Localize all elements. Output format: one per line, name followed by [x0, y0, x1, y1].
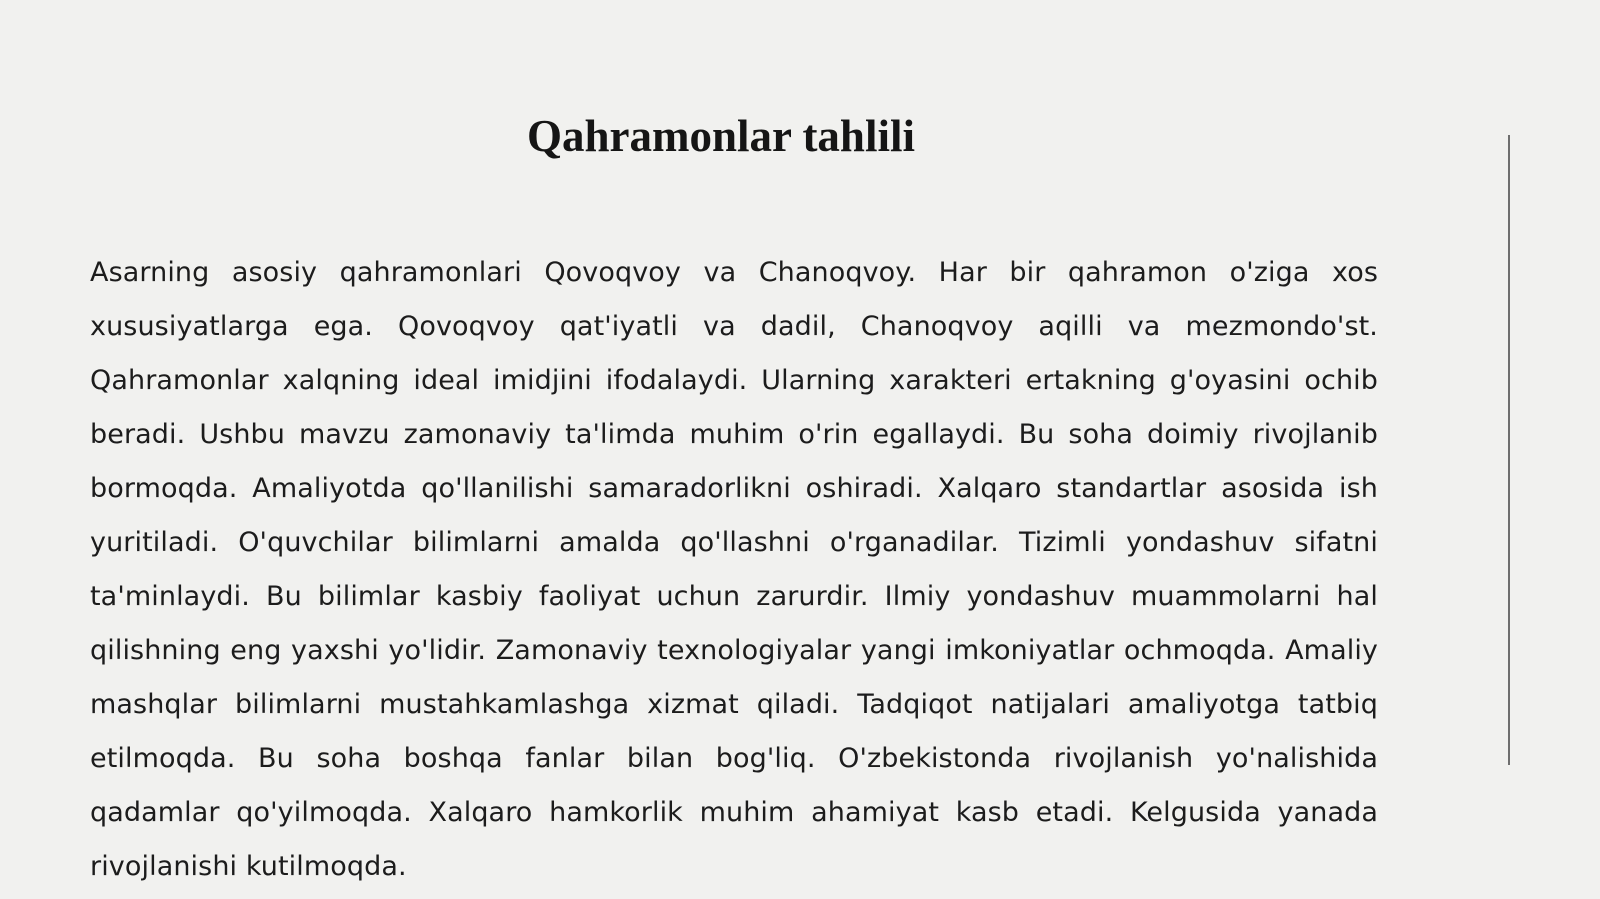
slide-body-text: Asarning asosiy qahramonlari Qovoqvoy va Chanoqvoy. Har bir qahramon o'ziga xos xususiyatlarga ega. Qovoqvoy qat'iyatli va dadil, Chanoqvoy aqilli va mezmondo'st. Qahramonlar xalqning ideal imidjini ifodalaydi. Ularning xarakteri ertakning g'oyasini ochib beradi. Ushbu mavzu zamonaviy ta'limda muhim o'rin egallaydi. Bu soha doimiy rivojlanib bormoqda. Amaliyotda qo'llanilishi samaradorlikni oshiradi. Xalqaro standartlar asosida ish yuritiladi. O'quvchilar bilimlarni amalda qo'llashni o'rganadilar. Tizimli yondashuv sifatni ta'minlaydi. Bu bilimlar kasbiy faoliyat uchun zarurdir. Ilmiy yondashuv muammolarni hal qilishning eng yaxshi yo'lidir. Zamonaviy texnologiyalar yangi imkoniyatlar ochmoqda. Amaliy mashqlar bilimlarni mustahkamlashga xizmat qiladi. Tadqiqot natijalari amaliyotga tatbiq etilmoqda. Bu soha boshqa fanlar bilan bog'liq. O'zbekistonda rivojlanish yo'nalishida qadamlar qo'yilmoqda. Xalqaro hamkorlik muhim ahamiyat kasb etadi. Kelgusida yanada rivojlanishi kutilmoqda. — [90, 257, 1378, 882]
slide-title: Qahramonlar tahlili — [527, 111, 915, 161]
vertical-divider — [1508, 135, 1510, 765]
